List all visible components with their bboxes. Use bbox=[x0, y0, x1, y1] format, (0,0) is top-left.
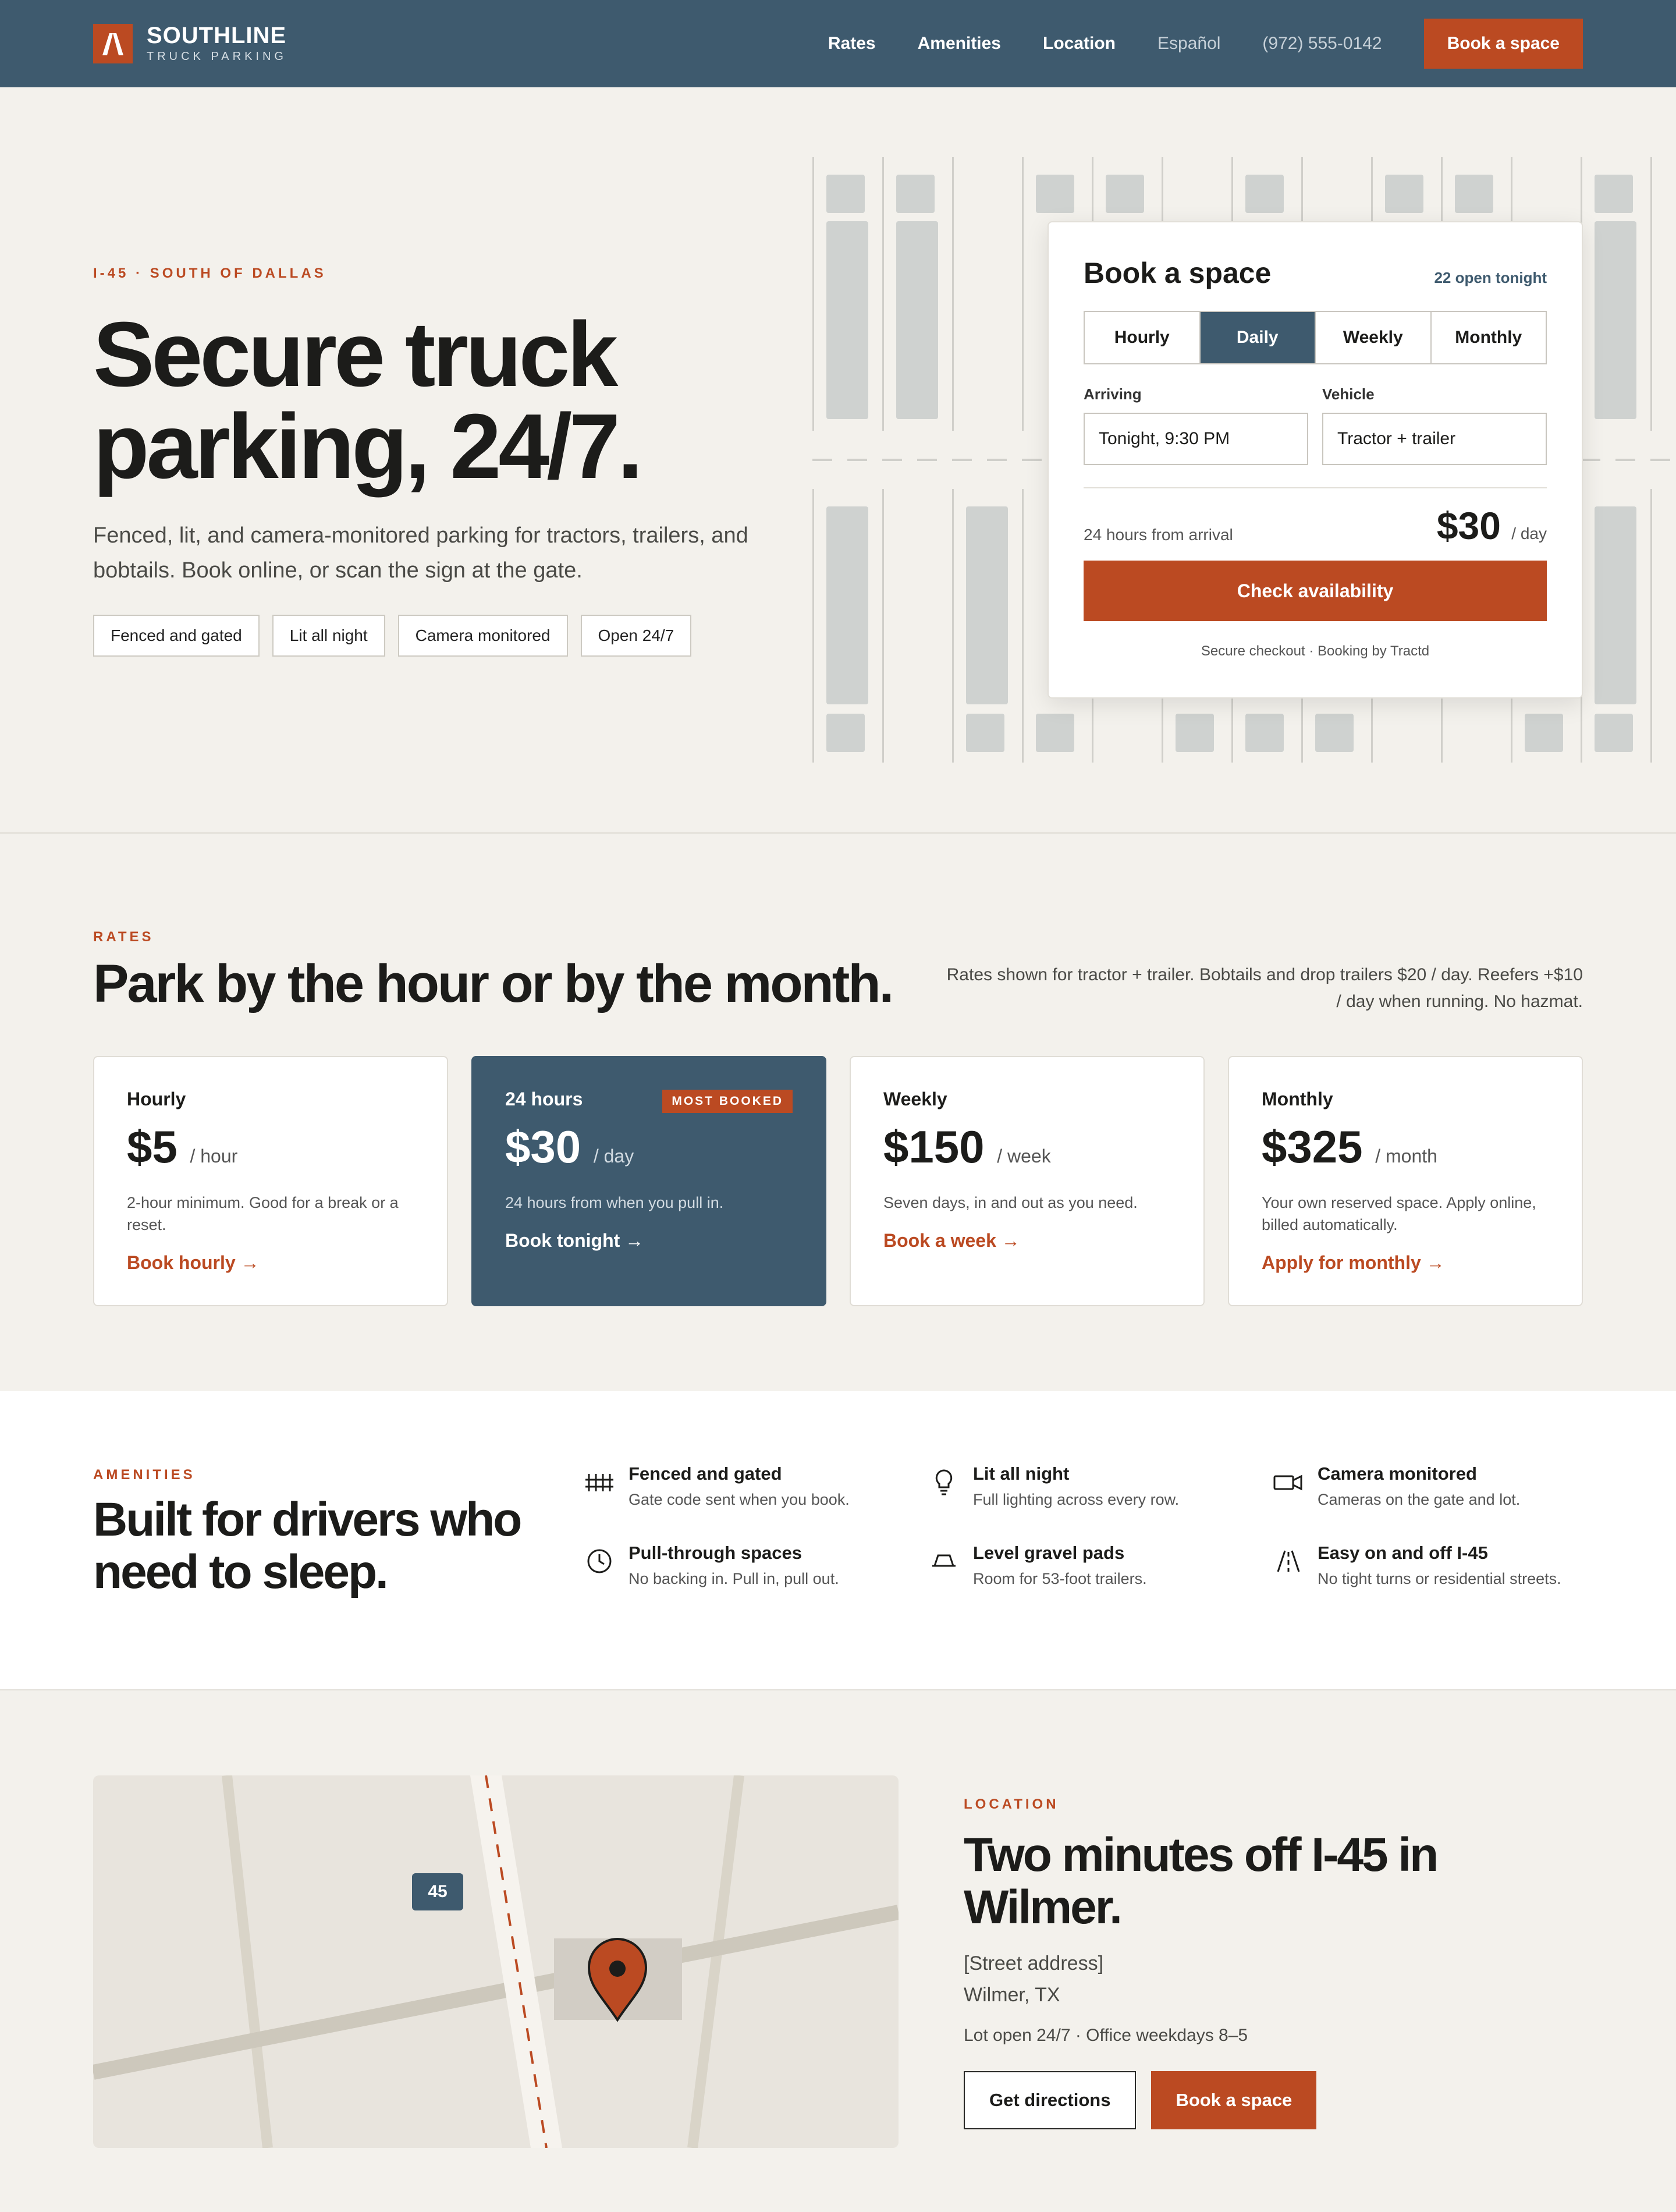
location-eyebrow: LOCATION bbox=[964, 1796, 1059, 1812]
amenity-name: Level gravel pads bbox=[973, 1543, 1125, 1563]
open-spaces-count: 22 open tonight bbox=[1434, 269, 1547, 286]
lane-marking bbox=[812, 459, 832, 461]
rate-card-hourly bbox=[93, 1056, 448, 1306]
rate-price-amount: $5 bbox=[127, 1121, 177, 1172]
parked-truck bbox=[1385, 175, 1423, 213]
location-hours: Lot open 24/7 · Office weekdays 8–5 bbox=[964, 2026, 1248, 2045]
rate-price-unit: / week bbox=[997, 1146, 1051, 1167]
amenity-item bbox=[582, 1463, 926, 1510]
parked-truck bbox=[1176, 714, 1214, 752]
rate-name: Monthly bbox=[1262, 1089, 1333, 1109]
rate-card-monthly bbox=[1228, 1056, 1583, 1306]
rate-description: Seven days, in and out as you need. bbox=[883, 1194, 1138, 1211]
amenity-name: Camera monitored bbox=[1318, 1463, 1477, 1484]
parked-truck bbox=[826, 506, 868, 704]
parked-truck bbox=[826, 221, 868, 419]
booking-price-amount: $30 bbox=[1436, 504, 1501, 547]
rate-price bbox=[1262, 1121, 1549, 1182]
rate-price-unit: / hour bbox=[190, 1146, 238, 1167]
highway-shield-label: 45 bbox=[428, 1882, 448, 1901]
tab-daily[interactable]: Daily bbox=[1201, 312, 1316, 363]
book-tonight-link[interactable]: Book tonight → bbox=[505, 1230, 644, 1251]
nav-language-toggle[interactable]: Español bbox=[1157, 34, 1221, 53]
parked-truck bbox=[966, 506, 1008, 704]
rate-name: Weekly bbox=[883, 1089, 947, 1109]
chip-camera: Camera monitored bbox=[398, 615, 568, 657]
rates-eyebrow: RATES bbox=[93, 929, 154, 945]
gravel-pad-icon bbox=[926, 1544, 961, 1579]
tab-hourly[interactable]: Hourly bbox=[1085, 312, 1201, 363]
rate-description: 24 hours from when you pull in. bbox=[505, 1194, 724, 1211]
nav-link-rates[interactable]: Rates bbox=[828, 34, 876, 53]
booking-title: Book a space bbox=[1084, 257, 1272, 289]
amenity-item bbox=[1271, 1463, 1583, 1510]
stall-line bbox=[812, 489, 814, 763]
booking-divider bbox=[1084, 487, 1547, 488]
stall-line bbox=[952, 157, 954, 431]
lightbulb-icon bbox=[926, 1465, 961, 1500]
lane-marking bbox=[987, 459, 1007, 461]
rate-price-unit: / month bbox=[1375, 1146, 1437, 1167]
hero-section bbox=[0, 87, 1676, 834]
lane-marking bbox=[847, 459, 867, 461]
logo-icon bbox=[93, 24, 133, 63]
parked-truck bbox=[1525, 714, 1563, 752]
booking-price-unit: / day bbox=[1511, 524, 1547, 543]
arriving-input[interactable]: Tonight, 9:30 PM bbox=[1084, 413, 1308, 465]
parked-truck bbox=[1595, 714, 1633, 752]
nav-link-location[interactable]: Location bbox=[1043, 34, 1116, 53]
amenity-description: Full lighting across every row. bbox=[973, 1491, 1180, 1508]
parked-truck bbox=[1455, 175, 1493, 213]
rate-card-weekly bbox=[850, 1056, 1205, 1306]
lane-marking bbox=[917, 459, 937, 461]
stall-line bbox=[882, 489, 884, 763]
brand-subtitle: TRUCK PARKING bbox=[147, 50, 287, 63]
parked-truck bbox=[1315, 714, 1354, 752]
rate-card-daily bbox=[471, 1056, 826, 1306]
address-line-1: [Street address] bbox=[964, 1952, 1104, 1975]
brand-logo[interactable] bbox=[93, 23, 287, 64]
amenity-name: Lit all night bbox=[973, 1463, 1070, 1484]
location-title: Two minutes off I-45 in Wilmer. bbox=[964, 1828, 1437, 1934]
parked-truck bbox=[896, 221, 938, 419]
amenity-description: No tight turns or residential streets. bbox=[1318, 1570, 1561, 1587]
booking-card bbox=[1048, 221, 1583, 699]
rate-price bbox=[127, 1121, 414, 1182]
parked-truck bbox=[1595, 221, 1636, 419]
address-line-2: Wilmer, TX bbox=[964, 1984, 1060, 2006]
location-address bbox=[964, 1948, 1103, 2011]
parked-truck bbox=[1036, 175, 1074, 213]
stall-line bbox=[812, 157, 814, 431]
parked-truck bbox=[826, 714, 865, 752]
amenities-eyebrow: AMENITIES bbox=[93, 1467, 196, 1483]
rates-section bbox=[0, 834, 1676, 1391]
hero-title: Secure truck parking, 24/7. bbox=[93, 303, 640, 498]
rate-cards bbox=[93, 1056, 1583, 1306]
hero-description: Fenced, lit, and camera-monitored parking for tractors, trailers, and bobtails. Book online, or scan the sign at the gate. bbox=[93, 523, 748, 583]
amenities-section bbox=[0, 1391, 1676, 1690]
booking-footnote: Secure checkout · Booking by Tractd bbox=[1201, 643, 1430, 659]
rate-price bbox=[883, 1121, 1171, 1182]
rates-note: Rates shown for tractor + trailer. Bobtails and drop trailers $20 / day. Reefers +$10 / day when running. No hazmat. bbox=[946, 965, 1583, 1011]
stall-line bbox=[1022, 489, 1024, 763]
price-note: 24 hours from arrival bbox=[1084, 526, 1233, 544]
parked-truck bbox=[1245, 714, 1284, 752]
location-section bbox=[0, 1690, 1676, 2212]
vehicle-select[interactable]: Tractor + trailer bbox=[1322, 413, 1547, 465]
feature-chips bbox=[93, 615, 704, 657]
rate-tabs bbox=[1084, 311, 1547, 364]
amenities-grid bbox=[582, 1463, 1583, 1589]
parked-truck bbox=[1245, 175, 1284, 213]
rate-name: Hourly bbox=[127, 1089, 186, 1109]
rate-price-unit: / day bbox=[593, 1146, 634, 1167]
amenity-description: Gate code sent when you book. bbox=[628, 1491, 850, 1508]
lane-marking bbox=[1650, 459, 1670, 461]
rate-price-amount: $150 bbox=[883, 1121, 985, 1172]
road-icon bbox=[1271, 1544, 1306, 1579]
amenity-description: Cameras on the gate and lot. bbox=[1318, 1491, 1521, 1508]
amenity-item bbox=[926, 1463, 1271, 1510]
rate-price bbox=[505, 1121, 793, 1182]
location-map[interactable] bbox=[93, 1775, 899, 2148]
most-booked-badge: MOST BOOKED bbox=[662, 1090, 793, 1113]
vehicle-label: Vehicle bbox=[1322, 385, 1375, 403]
get-directions-button[interactable]: Get directions bbox=[964, 2071, 1136, 2129]
stall-line bbox=[1022, 157, 1024, 431]
hero-eyebrow: I-45 · SOUTH OF DALLAS bbox=[93, 265, 326, 281]
amenity-description: Room for 53-foot trailers. bbox=[973, 1570, 1147, 1587]
rate-name: 24 hours bbox=[505, 1089, 583, 1109]
nav-book-button[interactable]: Book a space bbox=[1424, 19, 1583, 69]
parked-truck bbox=[1595, 175, 1633, 213]
parked-truck bbox=[1036, 714, 1074, 752]
lane-marking bbox=[1581, 459, 1600, 461]
stall-line bbox=[1650, 489, 1652, 763]
amenity-item bbox=[1271, 1543, 1583, 1589]
parked-truck bbox=[966, 714, 1004, 752]
check-availability-button[interactable]: Check availability bbox=[1084, 561, 1547, 621]
booking-price bbox=[1437, 504, 1547, 548]
nav-phone-link[interactable]: (972) 555-0142 bbox=[1262, 34, 1382, 53]
rate-description: Your own reserved space. Apply online, billed automatically. bbox=[1262, 1194, 1536, 1233]
amenity-item bbox=[582, 1543, 926, 1589]
amenity-name: Fenced and gated bbox=[628, 1463, 782, 1484]
fence-icon bbox=[582, 1465, 617, 1500]
lane-marking bbox=[952, 459, 972, 461]
amenity-description: No backing in. Pull in, pull out. bbox=[628, 1570, 839, 1587]
lane-marking bbox=[1022, 459, 1042, 461]
stall-line bbox=[1650, 157, 1652, 431]
amenities-title: Built for drivers who need to sleep. bbox=[93, 1493, 521, 1598]
rate-price-amount: $30 bbox=[505, 1121, 581, 1172]
top-nav bbox=[0, 0, 1676, 87]
parked-truck bbox=[826, 175, 865, 213]
apply-monthly-link[interactable]: Apply for monthly → bbox=[1262, 1252, 1445, 1273]
location-book-button[interactable]: Book a space bbox=[1151, 2071, 1316, 2129]
book-week-link[interactable]: Book a week → bbox=[883, 1230, 1020, 1251]
amenity-name: Pull-through spaces bbox=[628, 1543, 802, 1563]
tab-monthly[interactable]: Monthly bbox=[1455, 328, 1522, 347]
chip-lit: Lit all night bbox=[272, 615, 385, 657]
parked-truck bbox=[896, 175, 935, 213]
tab-weekly[interactable]: Weekly bbox=[1316, 312, 1432, 363]
stall-line bbox=[952, 489, 954, 763]
nav-links bbox=[786, 19, 1583, 69]
lane-marking bbox=[1615, 459, 1635, 461]
camera-icon bbox=[1271, 1465, 1306, 1500]
brand-name: SOUTHLINE bbox=[147, 23, 287, 48]
stall-line bbox=[882, 157, 884, 431]
rate-description: 2-hour minimum. Good for a break or a reset. bbox=[127, 1194, 399, 1233]
amenity-name: Easy on and off I-45 bbox=[1318, 1543, 1488, 1563]
nav-link-amenities[interactable]: Amenities bbox=[917, 34, 1001, 53]
chip-open: Open 24/7 bbox=[581, 615, 692, 657]
parked-truck bbox=[1595, 506, 1636, 704]
rate-price-amount: $325 bbox=[1262, 1121, 1363, 1172]
parked-truck bbox=[1106, 175, 1144, 213]
lane-marking bbox=[882, 459, 902, 461]
amenity-item bbox=[926, 1543, 1271, 1589]
book-hourly-link[interactable]: Book hourly → bbox=[127, 1252, 260, 1273]
arriving-label: Arriving bbox=[1084, 385, 1142, 403]
clock-icon bbox=[582, 1544, 617, 1579]
chip-fenced: Fenced and gated bbox=[93, 615, 260, 657]
rates-title: Park by the hour or by the month. bbox=[93, 954, 893, 1013]
